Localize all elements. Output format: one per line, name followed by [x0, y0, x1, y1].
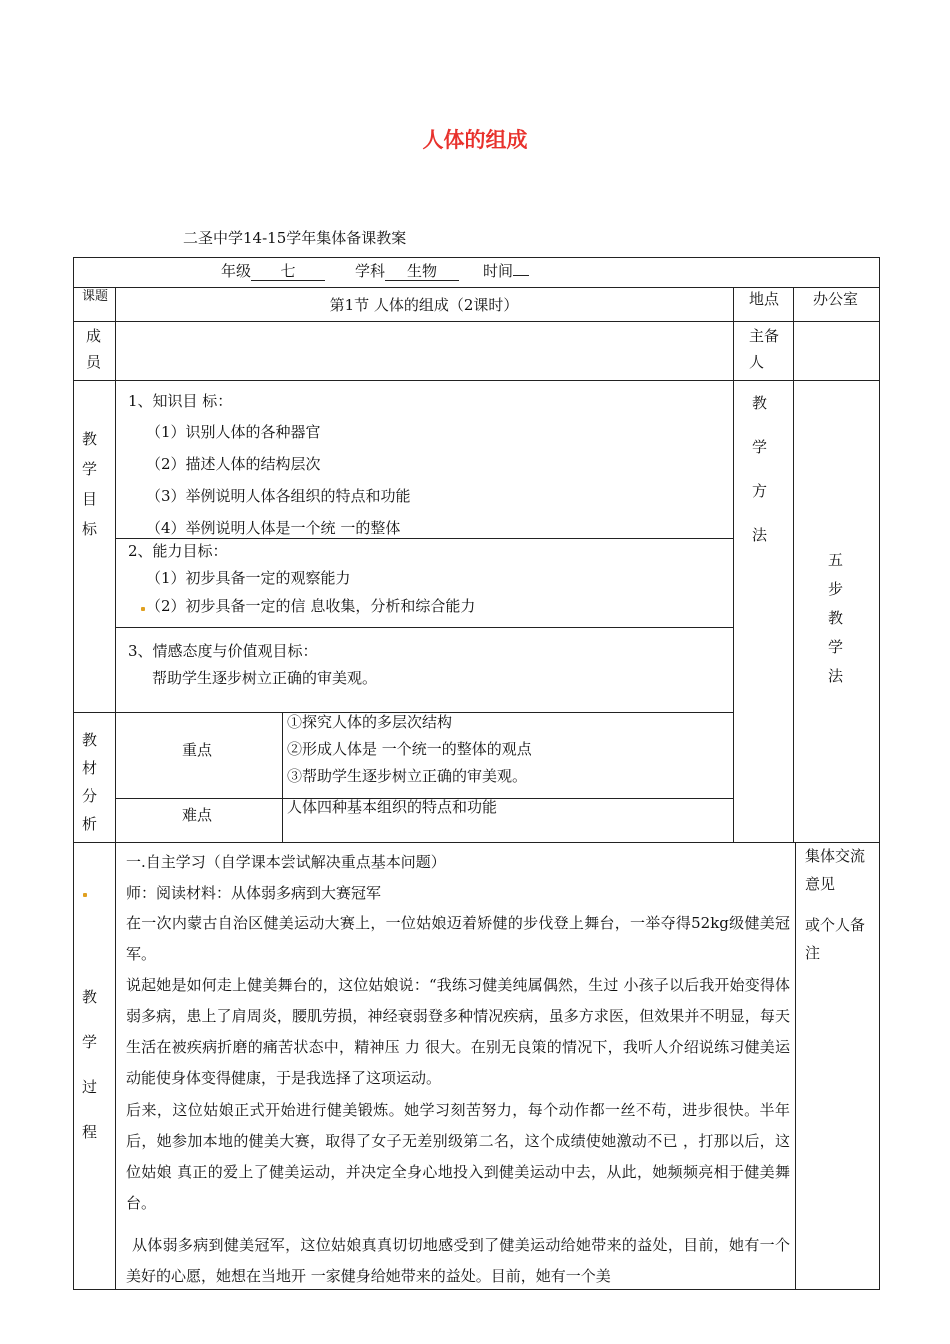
header-fields: [221, 262, 529, 281]
grade-label: 年级: [221, 262, 252, 280]
side-note-1: 集体交流意见: [805, 847, 866, 893]
method-value: 五步教学法: [828, 551, 844, 685]
annotation-mark: [141, 607, 145, 611]
document-subtitle: 二圣中学14-15学年集体备课教案: [183, 229, 407, 247]
side-note-2: 或个人备注: [805, 916, 866, 962]
process-material: 师：阅读材料：从体弱多病到大赛冠军: [126, 884, 382, 902]
table-line: [115, 287, 116, 1290]
knowledge-item: （3）举例说明人体各组织的特点和功能: [146, 487, 411, 505]
key-item: ③帮助学生逐步树立正确的审美观。: [287, 767, 528, 785]
method-label: 教学方法: [752, 394, 768, 544]
knowledge-item: （4）举例说明人体是一个统 一的整体: [146, 519, 401, 537]
emotion-text: 帮助学生逐步树立正确的审美观。: [152, 669, 378, 687]
analysis-label: 教材分析: [82, 731, 98, 833]
table-line: [115, 538, 733, 539]
time-value: [513, 275, 529, 276]
emotion-title: 3、情感态度与价值观目标：: [128, 642, 318, 660]
key-label: 重点: [182, 741, 213, 759]
table-line: [73, 287, 880, 288]
process-paragraph: 说起她是如何走上健美舞台的，这位姑娘说：“我练习健美纯属偶然，生过 小孩子以后我开始变得体弱多病，患上了肩周炎，腰肌劳损，神经衰弱登多种情况疾病，虽多方求医，但效果并不明显，每天生活在被疾病折磨的痛苦状态中，精神压 力 很大。在别无良策的情况下，我听人介绍说练习健美运动能使身体变得健康，于是我选择了这项运动。: [126, 976, 790, 1087]
process-heading: 一.自主学习（自学课本尝试解决重点基本问题）: [126, 853, 446, 871]
place-value: 办公室: [813, 290, 859, 308]
ability-item: （2）初步具备一定的信 息收集，分析和综合能力: [146, 597, 476, 615]
difficulty-label: 难点: [182, 806, 213, 824]
knowledge-item: （2）描述人体的结构层次: [146, 455, 321, 473]
place-label: 地点: [749, 290, 780, 308]
topic-label: 课题: [81, 289, 108, 304]
table-line: [793, 287, 794, 842]
table-line: [795, 842, 796, 1290]
key-item: ①探究人体的多层次结构: [287, 713, 453, 731]
ability-title: 2、能力目标：: [128, 542, 228, 560]
key-item: ②形成人体是 一个统一的整体的观点: [287, 740, 532, 758]
table-line: [282, 712, 283, 842]
subject-value: 生物: [385, 262, 459, 281]
ability-item: （1）初步具备一定的观察能力: [146, 569, 351, 587]
lead-label: 主备人: [749, 327, 780, 371]
page-title: 人体的组成: [422, 128, 528, 152]
difficulty-text: 人体四种基本组织的特点和功能: [287, 798, 498, 816]
knowledge-item: （1）识别人体的各种器官: [146, 423, 321, 441]
process-paragraph: 从体弱多病到健美冠军，这位姑娘真真切切地感受到了健美运动给她带来的益处，目前，她有一个美好的心愿，她想在当地开 一家健身给她带来的益处。目前，她有一个美: [126, 1236, 790, 1285]
table-line: [73, 842, 880, 843]
table-line: [733, 287, 734, 842]
process-paragraph: 后来，这位姑娘正式开始进行健美锻炼。她学习刻苦努力，每个动作都一丝不苟，进步很快。半年后，她参加本地的健美大赛，取得了女子无差别级第二名，这个成绩使她激动不已 ，打那以后，这位姑娘 真正的爱上了健美运动，并决定全身心地投入到健美运动中去，从此，她频频亮相于健美舞台。: [126, 1101, 790, 1212]
process-label: 教学过程: [82, 988, 98, 1141]
subject-label: 学科: [355, 262, 386, 280]
table-line: [115, 627, 733, 628]
knowledge-title: 1、知识目 标：: [128, 392, 233, 410]
time-label: 时间: [483, 262, 514, 280]
grade-value: 七: [251, 262, 325, 281]
topic-value: 第1节 人体的组成（2课时）: [329, 296, 519, 314]
process-paragraph: 在一次内蒙古自治区健美运动大赛上，一位姑娘迈着矫健的步伐登上舞台，一举夺得52kg级健美冠军。: [126, 914, 790, 963]
table-line: [73, 321, 880, 322]
annotation-mark: [83, 893, 87, 897]
members-label: 成员: [86, 327, 102, 371]
objectives-label: 教学目标: [82, 430, 98, 538]
